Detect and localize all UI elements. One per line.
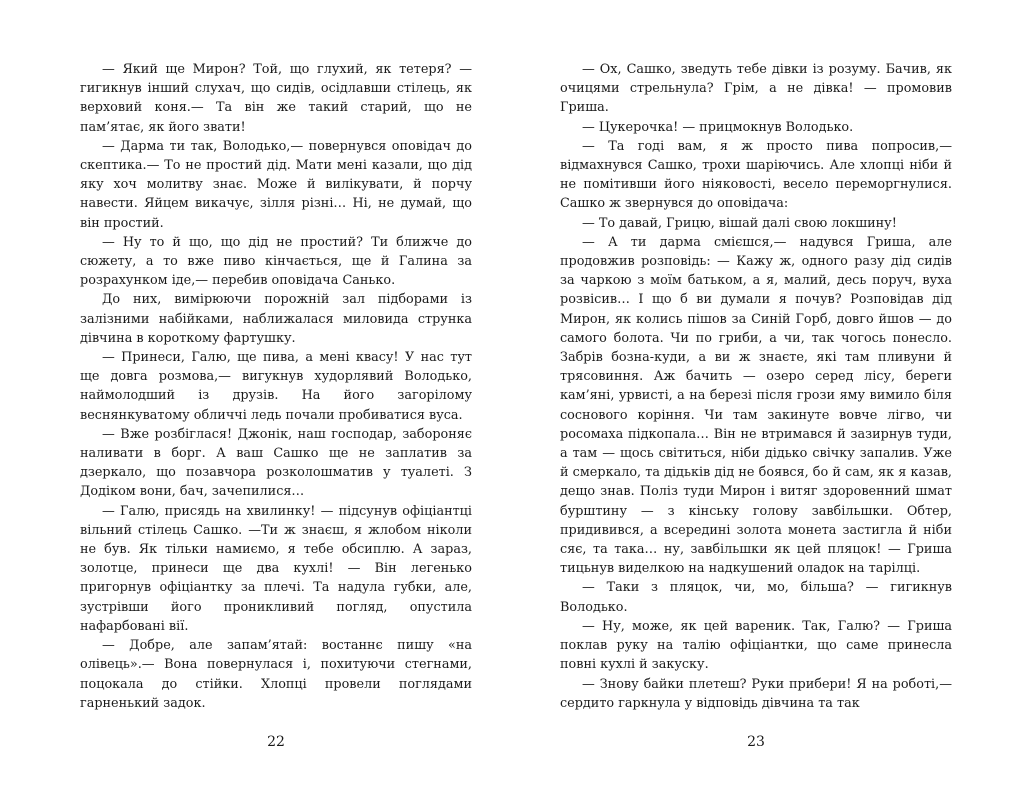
paragraph: До них, вимірюючи порожній зал підборами із залізними набійками, наближалася миловида струнка дівчина в короткому фартушку. [80, 292, 472, 346]
paragraph: — То давай, Грицю, вішай далі свою локшину! [582, 215, 897, 231]
paragraph: — Ну то й що, що дід не простий? Ти ближче до сюжету, а то вже пиво кінчається, ще й Галина за розрахунком іде,— перебив оповідача Санько. [80, 234, 472, 289]
paragraph: — Вже розбіглася! Джонік, наш господар, забороняє наливати в борг. А ваш Сашко ще не заплатив за дзеркало, що позавчора розколошматив у туалеті. З Додіком вони, бач, зачепилися… [80, 426, 472, 500]
left-page-text [80, 60, 472, 713]
paragraph: — Добре, але запам’ятай: востаннє пишу «на олівець».— Вона повернулася і, похитуючи стегнами, поцокала до стійки. Хлопці провели поглядами гарненький задок. [80, 638, 472, 711]
right-page-number: 23 [747, 734, 765, 750]
paragraph: — А ти дарма смієшся,— надувся Гриша, але продовжив розповідь: — Кажу ж, одного разу дід сидів за чаркою з моїм батьком, а я, малий, десь поруч, вуха розвісив… І що б ви думали я почув? Розповідав дід Мирон, як колись пішов за Синій Горб, довго йшов — до самого болота. Чи по гриби, а чи, так чогось понесло. Забрів бозна-куди, а ви ж знаєте, які там пливуни й трясовиння. Аж бачить — озеро серед лісу, береги кам’яні, урвисті, а на березі після грози яму вимило біля соснового коріння. Чи там закинуте вовче лігво, чи росомаха підкопала… Він не втримався й зазирнув туди, а там — щось світиться, ніби дідько свічку запалив. Уже й смеркало, та дідьків дід не боявся, бо й сам, як я казав, дещо знав. Поліз туди Мирон і витяг здоровенний шмат бурштину — з кінську голову завбільшки. Обтер, придивився, а всередині золота монета застигла й ніби сяє, та така… ну, завбільшки як цей пляцок! — Гриша тицьнув виделкою на надкушений оладок на тарілці. [560, 234, 952, 577]
paragraph: — Принеси, Галю, ще пива, а мені квасу! У нас тут ще довга розмова,— вигукнув худорлявий Володько, наймолодший із друзів. На його загорілому веснянкуватому обличчі ледь почали пробиватися вуса. [80, 350, 472, 423]
left-page-number: 22 [267, 734, 285, 750]
paragraph: — Цукерочка! — прицмокнув Володько. [582, 119, 854, 135]
paragraph: — Знову байки плетеш? Руки прибери! Я на роботі,— сердито гаркнула у відповідь дівчина та так [560, 676, 952, 711]
paragraph: — Який ще Мирон? Той, що глухий, як тетеря? — гигикнув інший слухач, що сидів, осідлавши стілець, як верховий коня.— Та він же такий старий, що не пам’ятає, як його звати! [80, 62, 472, 135]
paragraph: — Ох, Сашко, зведуть тебе дівки із розуму. Бачив, як очицями стрельнула? Грім, а не дівка! — промовив Гриша. [560, 62, 952, 116]
paragraph: — Таки з пляцок, чи, мо, більша? — гигикнув Володько. [560, 580, 952, 615]
paragraph: — Галю, присядь на хвилинку! — підсунув офіціантці вільний стілець Сашко. —Ти ж знаєш, я жлобом ніколи не був. Як тільки намиємо, я тебе обсиплю. А зараз, золотце, принеси ще два кухлі! — Він легенько пригорнув офіціантку за плечі. Та надула губки, але, зустрівши його проникливий погляд, опустила нафарбовані вії. [80, 503, 472, 634]
right-page-text [560, 60, 952, 713]
paragraph: — Та годі вам, я ж просто пива попросив,— відмахнувся Сашко, трохи шаріючись. Але хлопці ніби й не помітивши його ніяковості, весело переморгнулися. Сашко ж звернувся до оповідача: [560, 138, 952, 212]
paragraph: — Ну, може, як цей вареник. Так, Галю? — Гриша поклав руку на талію офіціантки, що саме принесла повні кухлі й закуску. [560, 618, 952, 673]
paragraph: — Дарма ти так, Володько,— повернувся оповідач до скептика.— То не простий дід. Мати мені казали, що дід яку хоч молитву знає. Може й вилікувати, й порчу навести. Яйцем викачує, зілля різні… Ні, не думай, що він простий. [80, 138, 472, 231]
